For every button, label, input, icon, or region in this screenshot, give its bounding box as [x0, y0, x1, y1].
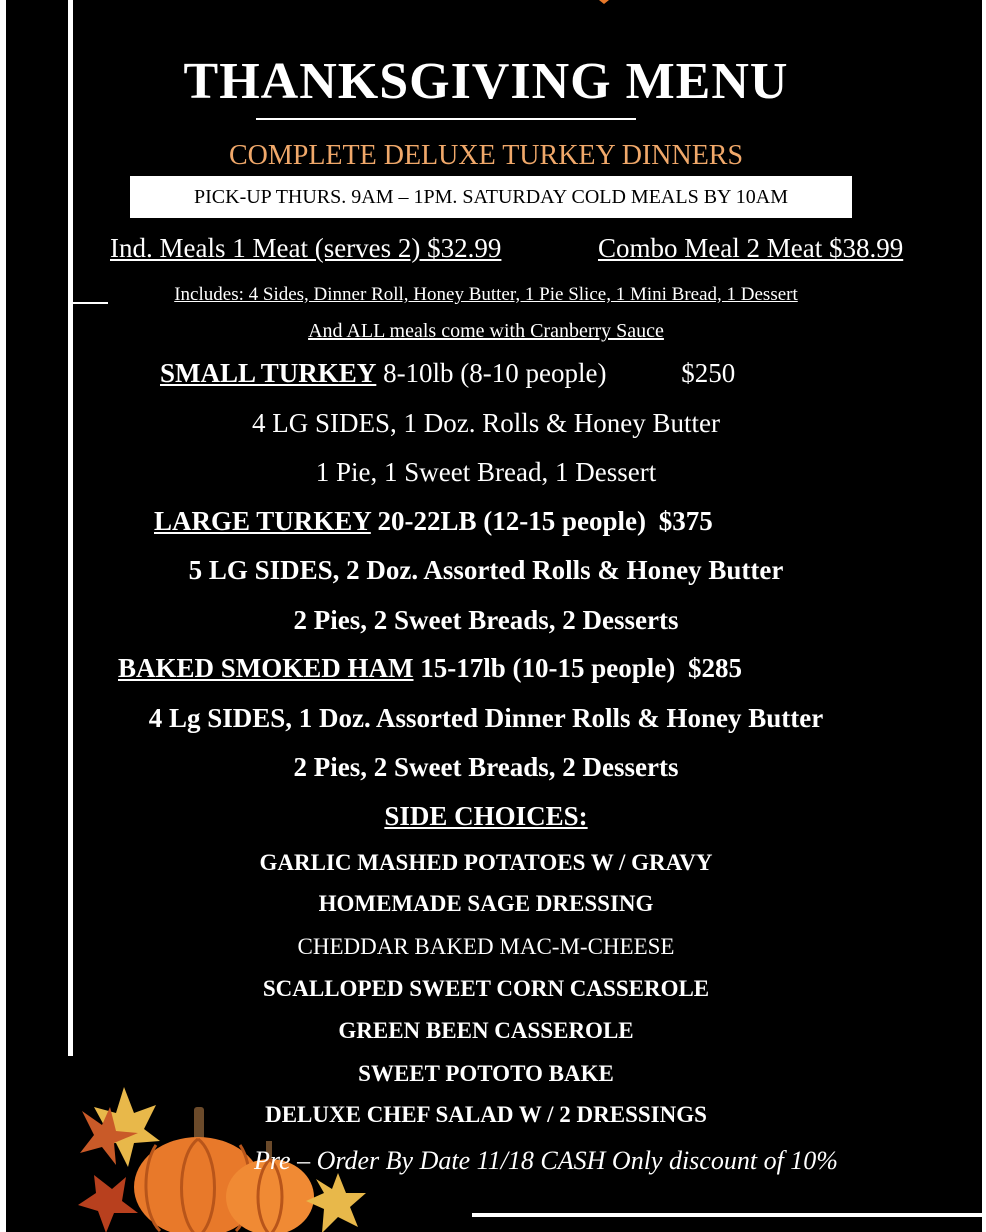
meal-includes: Includes: 4 Sides, Dinner Roll, Honey Butter, 1 Pie Slice, 1 Mini Bread, 1 Dessert [174, 284, 798, 305]
side-item: HOMEMADE SAGE DRESSING [318, 891, 654, 916]
side-item: GARLIC MASHED POTATOES W / GRAVY [259, 850, 713, 875]
combo-meal-price: Combo Meal 2 Meat $38.99 [598, 233, 904, 263]
side-item: SCALLOPED SWEET CORN CASSEROLE [262, 976, 710, 1001]
ham-name: BAKED SMOKED HAM [118, 653, 414, 683]
large-turkey-line2: 2 Pies, 2 Sweet Breads, 2 Desserts [293, 605, 679, 635]
small-turkey-price: $250 [681, 358, 736, 388]
frame-bottom-line [472, 1213, 986, 1217]
small-turkey-name: SMALL TURKEY [160, 358, 377, 388]
ham-line1: 4 Lg SIDES, 1 Doz. Assorted Dinner Rolls & Honey Butter [148, 703, 824, 733]
large-turkey-detail: 20-22LB (12-15 people) [377, 506, 647, 536]
small-turkey-header [160, 358, 735, 389]
side-item: GREEN BEEN CASSEROLE [338, 1018, 634, 1043]
leaf-ornament-icon [592, 0, 616, 8]
side-item: CHEDDAR BAKED MAC-M-CHEESE [297, 934, 675, 959]
small-turkey-line2: 1 Pie, 1 Sweet Bread, 1 Dessert [315, 457, 657, 487]
large-turkey-line1: 5 LG SIDES, 2 Doz. Assorted Rolls & Honey Butter [188, 555, 784, 585]
title-divider [256, 118, 636, 120]
cranberry-note: And ALL meals come with Cranberry Sauce [308, 320, 664, 342]
large-turkey-name: LARGE TURKEY [154, 506, 371, 536]
large-turkey-price: $375 [658, 506, 713, 536]
pickup-hours-banner: PICK-UP THURS. 9AM – 1PM. SATURDAY COLD MEALS BY 10AM [130, 176, 852, 218]
ham-price: $285 [688, 653, 742, 683]
side-choices-heading: SIDE CHOICES: [384, 801, 588, 831]
page-title: THANKSGIVING MENU [183, 53, 789, 110]
small-turkey-detail: 8-10lb (8-10 people) [383, 358, 607, 388]
ham-line2: 2 Pies, 2 Sweet Breads, 2 Desserts [293, 752, 679, 782]
ham-detail: 15-17lb (10-15 people) [420, 653, 676, 683]
side-item: DELUXE CHEF SALAD W / 2 DRESSINGS [265, 1102, 707, 1127]
page-subtitle: COMPLETE DELUXE TURKEY DINNERS [228, 140, 744, 171]
ham-header [118, 653, 742, 684]
preorder-note: Pre – Order By Date 11/18 CASH Only discount of 10% [254, 1146, 838, 1175]
side-item: SWEET POTOTO BAKE [358, 1061, 614, 1086]
large-turkey-header [154, 506, 713, 537]
small-turkey-line1: 4 LG SIDES, 1 Doz. Rolls & Honey Butter [252, 408, 720, 438]
individual-meal-price: Ind. Meals 1 Meat (serves 2) $32.99 [110, 233, 502, 263]
